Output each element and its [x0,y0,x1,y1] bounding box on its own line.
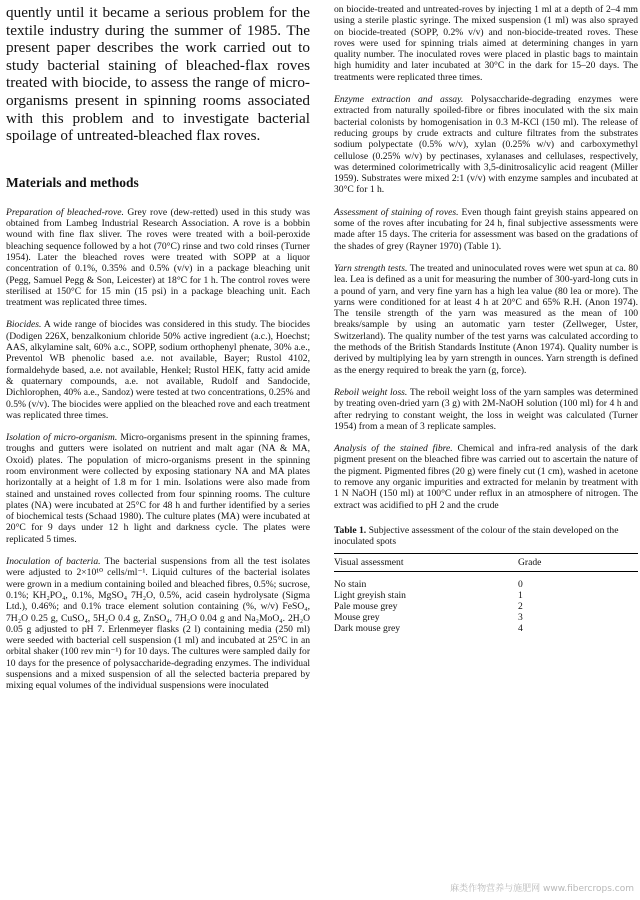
paragraph-body: A wide range of biocides was considered in this study. The biocides (Dodigen 226X, benzalkonium chloride 50% active ingredient (a.c.), Hoechst; AAS, alkylamine salt, 60% a.c., SOPP, sodium orthophenyl phenate, 30% a.e., Preventol WB phenolic based a.e. not available, Bayer; Rustol 4102, formaldehyde based, a.e. not available, Henkel; Rustol HEK, fatty acid amide & quaternary compounds, a.e. not available, Rudolf and Sandocide, Dichlorophen, 40% a.e., Sandoz) were tested at two concentrations, 0.25% and 0.5% (v/v). The biocides were applied on the bleached rove and each treatment was replicated three times. [6,319,310,421]
paragraph [6,432,310,545]
grade-cell: 0 [518,579,523,591]
grade-cell: 3 [518,612,523,624]
section-heading: Materials and methods [6,174,139,190]
table-header-visual: Visual assessment [334,554,482,572]
table-caption [334,525,638,548]
paragraph-title: Yarn strength tests. [334,262,408,274]
paragraph [334,387,638,432]
right-paragraphs [334,94,638,511]
paragraph [334,443,638,511]
paragraph-body: Even though faint greyish stains appeared on some of the roves after incubating for 24 h, final subjective assessments were made after 15 days. The criteria for assessment was based on the gradations of the shades of grey (Rayner 1970) (Table 1). [334,206,638,252]
paragraph-title: Preparation of bleached-rove. [6,206,124,218]
paragraph [334,94,638,196]
visual-assessment-cell: Light greyish stain [334,590,406,602]
paragraph-body: The treated and uninoculated roves were wet spun at ca. 80 lea. Lea is defined as a unit for measuring the number of 300-yard-long cuts in a pound of yarn, and very fine yarn has a high lea value (80 lea or more). The yarns were conditioned for at least 4 h at 20°C and 65% R.H. (Anon 1974). The tensile strength of the yarn was measured as the mean of 100 breaks/sample by using an automatic yarn tester (Zellweger, Uster, Switzerland). The quality number of the test yarns was calculated according to the methods of the British Standards Institute (Anon 1974). Quality number is derived by multiplying lea by yarn strength in ounces. Yarn strength is defined as the energy required to break the yarn (g, force). [334,262,638,376]
paragraph-body: The reboil weight loss of the yarn samples was determined by treating oven-dried yarn (3 g) with 2M-NaOH solution (100 ml) for 4 h and after redrying to constant weight, the loss in weight was calculated (Turner 1954) from a mean of 3 replicate samples. [334,386,638,432]
watermark: 麻类作物营养与施肥网 www.fibercrops.com [450,884,634,894]
grade-cell: 2 [518,601,523,613]
left-column [6,4,310,703]
paragraph-title: Analysis of the stained fibre. [334,443,453,455]
paragraph-title: Isolation of micro-organism. [6,432,118,444]
paragraph-title: Inoculation of bacteria. [6,556,101,568]
visual-assessment-cell: Pale mouse grey [334,601,398,613]
paragraph-title: Biocides. [6,319,42,331]
grade-cell: 1 [518,590,523,602]
paragraph-body: Micro-organisms present in the spinning frames, troughs and gutters were isolated on nutrient and malt agar (NA & MA, Oxoid) plates. The population of micro-organisms present in the spinning room environment were collected by exposing stationary NA and MA plates horizontally at a height of 1.8 m for 1 min. Isolations were also made from stained and unstained roves collected from four spinning rooms. The culture plates (NA) were incubated at 25°C for 48 h and further identified by a series of biochemical tests (Schaad 1980). The culture plates (MA) were incubated at 20°C for 9 days under 12 h light and darkness cycle. The plates were replicated 5 times. [6,432,310,545]
table-caption-text: Subjective assessment of the colour of the stain developed on the inoculated spots [334,524,619,548]
paragraph-body: Chemical and infra-red analysis of the dark pigment present on the bleached fibre was carried out to ascertain the nature of the pigment. Pigmented fibres (20 g) were finely cut (1 cm), washed in acetone to remove any organic impurities and extracted for melanin by treatment with 1 N NaOH (150 ml) at 100°C under reflux in an atmosphere of nitrogen. The extract was acidified to pH 2 and the crude [334,443,638,511]
table-1 [334,525,638,635]
paragraph-title: Reboil weight loss. [334,386,408,398]
paragraph [334,207,638,252]
intro-paragraph: quently until it became a serious problem for the textile industry during the summer of 1985. The present paper describes the work carried out to study bacterial staining of bleached-flax roves treated with biocide, to assess the range of micro-organisms present in spinning rooms associated with this problem and to investigate bacterial spoilage of untreated-bleached flax roves. [6,4,310,145]
paragraph-body: Polysaccharide-degrading enzymes were extracted from naturally spoiled-fibre or fibres inoculated with the six main bacterial colonists by homogenisation in 0.3 M-KCl (150 ml). The release of reducing groups by crude extracts and culture filtrates from the substrates sodium polypectate (0.5% w/v), xylan (0.25% w/v) and carboxymethyl cellulose (0.25% w/v) by pectinases, xylanases and cellulases, respectively, was determined colorimetrically with 3,5-dinitrosalicylic acid reagent (Miller 1959). Substrates were mixed 2:1 (v/v) with enzyme samples and incubated at 30°C for 1 h. [334,94,638,196]
table-row [334,623,638,634]
table-header-grade: Grade [482,554,638,572]
paragraph [6,207,310,309]
paragraph-body: Grey rove (dew-retted) used in this study was obtained from Lambeg Industrial Research Association. A rove is a bobbin wound with fine flax sliver. The roves were treated with a boil-peroxide bleaching sequence followed by a hot (70°C) rinse and two cold rinses (Turner 1954). Later the bleached roves were treated with SOPP at a liquor concentration of 0.1%, 0.35% and 0.5% (v/v) in a package bleaching unit (Pegg, Samuel Pegg & Son, Leicester) at 18°C for 1 h. The control roves were sterilised at 150°C for 15 min (15 psi) in a package bleaching unit. Each treatment was replicated three times. [6,206,310,309]
table-row [334,590,638,601]
paragraph [6,556,310,692]
table-label: Table 1. [334,524,367,536]
left-paragraphs [6,207,310,692]
right-column [334,4,638,634]
grade-cell: 4 [518,623,523,635]
continuation-paragraph: on biocide-treated and untreated-roves by injecting 1 ml at a depth of 2–4 mm using a sterile plastic syringe. The mixed suspension (1 ml) was also sprayed on biocide-treated (SOPP, 0.2% v/v) and non-biocide-treated roves. These roves were used for spinning trials aimed at determining changes in yarn quality number. The inoculated roves were placed in plastic bags to maintain high humidity and later incubated at 30°C in the dark for 15–20 days. The treatments were replicated three times. [334,4,638,83]
assessment-table [334,553,638,634]
table-row [334,612,638,623]
paragraph-title: Assessment of staining of roves. [334,206,459,218]
visual-assessment-cell: No stain [334,579,367,591]
table-row [334,601,638,612]
table-row [334,572,638,591]
visual-assessment-cell: Dark mouse grey [334,623,401,635]
visual-assessment-cell: Mouse grey [334,612,380,624]
paragraph [6,319,310,421]
paragraph [334,263,638,376]
paragraph-body: The bacterial suspensions from all the test isolates were adjusted to 2×10¹⁰ cells/ml⁻¹. Liquid cultures of the bacterial isolates were grown in a medium containing boiled and bleached fibres, 0.5%; sucrose, 0.1%; KH₂PO₄, 0.1%, MgSO₄ 7H₂O, 0.5%, acid casein hydrolysate (Sigma Ltd.), 0.46%; and 0.1% trace element solution containing (%, w/v) FeSO₄, 7H₂O 0.25 g, CuSO₄, 5H₂O 0.4 g, ZnSO₄, 7H₂O 0.04 g and Na₂MoO₄. 2H₂O 0.05 g adjusted to pH 7. Erlenmeyer flasks (2 l) containing media (250 ml) were seeded with bacterial cell suspension (1 ml) and incubated at 25°C in an orbital shaker (100 rev min⁻¹) for 10 days. The cultures were sampled daily for 10 days for the presence of polysaccharide-degrading enzymes. The individual suspensions and a mixed suspension of all the selected bacteria prepared by mixing equal volumes of the individual suspensions were inoculated [6,556,311,692]
paragraph-title: Enzyme extraction and assay. [334,94,464,106]
